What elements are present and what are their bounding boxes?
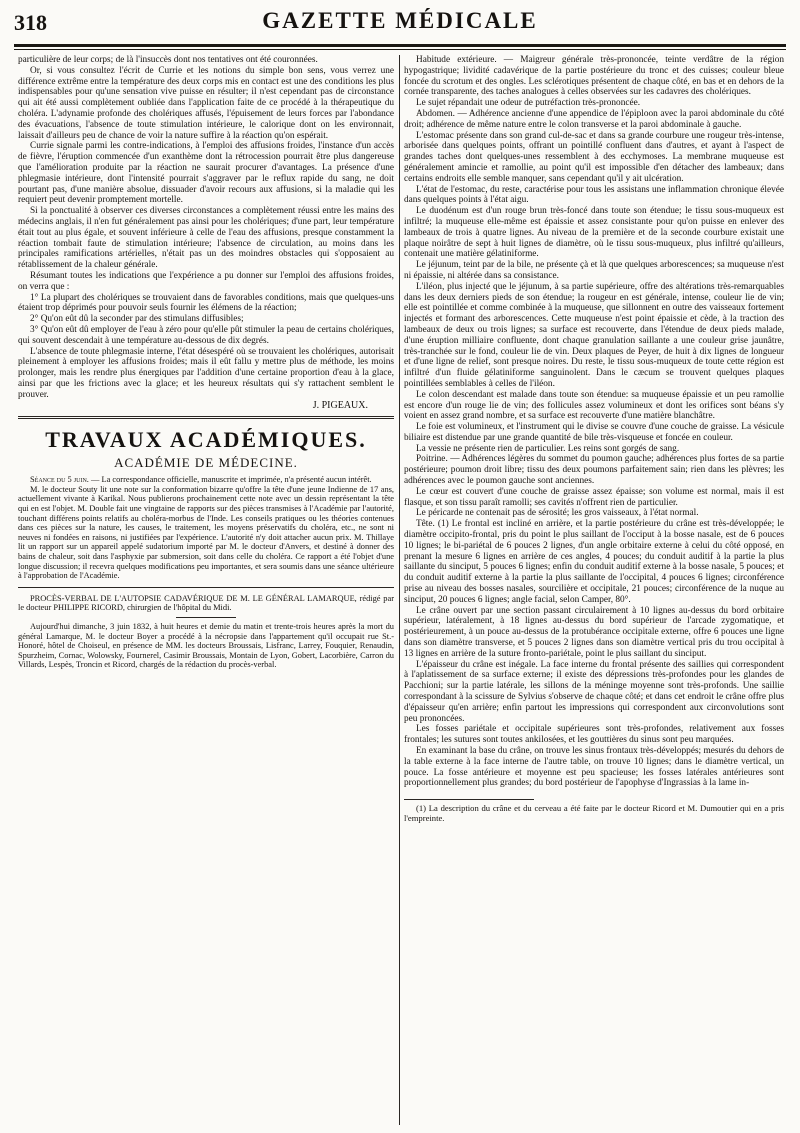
section-subtitle: ACADÉMIE DE MÉDECINE. — [114, 455, 298, 471]
page-header — [12, 0, 788, 40]
footnote-rule — [404, 799, 534, 800]
left-paragraph: 3° Qu'on eût dû employer de l'eau à zéro pour qu'elle pût stimuler la peau de certains cholériques, qui souvent descendait à une température au-dessous de dix degrés. — [18, 324, 394, 346]
proces-verbal-title: PROCÈS-VERBAL DE L'AUTOPSIE CADAVÉRIQUE DE M. LE GÉNÉRAL LAMARQUE, rédigé par le docteur PHILIPPE RICORD, chirurgien de l'hôpital du Midi. — [18, 593, 394, 613]
proces-verbal-paragraph: Aujourd'hui dimanche, 3 juin 1832, à huit heures et demie du matin et trente-trois heures après la mort du général Lamarque, M. le docteur Boyer a procédé à la nécropsie dans l'appartement qu'il occupait rue St.-Honoré, hôtel de Choiseul, en présence de MM. les docteurs Broussais, Lisfranc, Larrey, Fouquier, Renaudin, Spurzheim, Cornac, Wolowsky, Fournerel, Casimir Broussais, Montain de Lyon, Gobert, Lacorbière, Carron du Villards, Lespès, Troncin et Ricord, chargés de la rédaction du procès-verbal. — [18, 622, 394, 670]
right-paragraph: Le cœur est couvert d'une couche de graisse assez épaisse; son volume est normal, mais il est flasque, et son tissu paraît ramolli; ses cavités n'offrent rien de particulier. — [404, 486, 784, 508]
header-rule-thin — [14, 49, 786, 50]
left-paragraph: 2° Qu'on eût dû la seconder par des stimulans diffusibles; — [30, 314, 244, 325]
section-divider — [18, 416, 394, 419]
right-paragraph: L'état de l'estomac, du reste, caractérise pour tous les assistans une inflammation chronique élevée dans quelques points à l'état aigu. — [404, 184, 784, 206]
author-signature: J. PIGEAUX. — [312, 399, 368, 411]
right-paragraph: Le sujet répandait une odeur de putréfaction très-prononcée. — [416, 98, 641, 109]
column-rule — [399, 55, 400, 1125]
right-paragraph: L'iléon, plus injecté que le jéjunum, à sa partie supérieure, offre des altérations très-remarquables dans les deux derniers pieds de son étendue; la rougeur en est générale, intense, couleur lie de vin; elle est pointillée et comme combinée à la muqueuse, que sillonnent en outre des vaisseaux fortement injectés et formant des arborescences. Cette muqueuse n'est point épaissie et cède, à la traction des lambeaux de deux ou trois lignes; sa surface est recouverte, dans l'étendue de deux pieds malade, d'une éruption milliaire confluente, dont chaque granulation saillante a une couleur grise jaunâtre, très-tranchée sur le fond, couleur lie de vin. Deux plaques de Peyer, de huit à dix lignes de longueur et d'une ligne de relief, sont presque noires. Du reste, le tissu sous-muqueux de toute cette région est infiltré d'un fluide gélatiniforme sanguinolent. Dans le cæcum se trouvent quelques plaques pointillées semblables à celles de l'iléon. — [404, 281, 784, 389]
left-column — [18, 55, 394, 1125]
right-paragraph: Le colon descendant est malade dans toute son étendue: sa muqueuse épaissie et un peu ramollie est encore d'un rouge lie de vin; des follicules assez volumineux et dont les orifices sont béans s'y voient en assez grand nombre, et sa surface est recouverte d'une matière blanchâtre. — [404, 389, 784, 422]
right-paragraph: En examinant la base du crâne, on trouve les sinus frontaux très-développés; mesurés du dehors de la table externe à la face interne de l'autre table, on trouve 10 lignes; dans le diamètre vertical, un pouce. La fosse antérieure et moyenne est peu spacieuse; les fosses latérales antérieures sont proportionnellement plus grandes; du bord postérieur de l'apophyse d'Ingrassias à la lame in- — [404, 746, 784, 789]
right-paragraph: Abdomen. — Adhérence ancienne d'une appendice de l'épiploon avec la paroi abdominale du côté droit; adhérence de même nature entre le colon transverse et la paroi abdominale à gauche. — [404, 108, 784, 130]
page-number: 318 — [14, 10, 47, 35]
article-divider — [18, 587, 394, 588]
right-column — [404, 55, 784, 1130]
journal-title: GAZETTE MÉDICALE — [262, 8, 538, 33]
right-paragraph: Le crâne ouvert par une section passant circulairement à 10 lignes au-dessus du bord orbitaire supérieur, latéralement, à 18 lignes au-dessus du bord supérieur de l'arcade zygomatique, et postérieurement, à un pouce au-dessus de la protubérance occipitale externe, offre 6 pouces une ligne dans son diamètre transverse, et 5 pouces 2 lignes dans son diamètre vertical pris du trou occipital à 13 lignes en arrière de la suture fronto-pariétale, point le plus saillant du sinciput. — [404, 605, 784, 659]
footnote: (1) La description du crâne et du cerveau a été faite par le docteur Ricord et M. Dumoutier qui en a pris l'empreinte. — [404, 803, 784, 824]
title-divider — [176, 617, 236, 618]
seance-intro — [18, 475, 394, 485]
left-paragraph: Résumant toutes les indications que l'expérience a pu donner sur l'emploi des affusions froides, on verra que : — [18, 270, 394, 292]
seance-text: — La correspondance officielle, manuscrite et imprimée, n'a présenté aucun intérêt. — [90, 475, 372, 485]
header-rule-thick — [14, 44, 786, 47]
right-paragraph: La vessie ne présente rien de particulier. Les reins sont gorgés de sang. — [416, 443, 680, 454]
right-paragraph: L'estomac présente dans son grand cul-de-sac et dans sa grande courbure une rougeur très-intense, arborisée dans quelques points, offrant un pointillé confluent dans d'autres, et ayant à l'aspect de grandes taches dont quelques-unes ressemblent à des ecchymoses. La membrane muqueuse est généralement amincie et ramollie, au point qu'il est impossible d'en détacher des lambeaux; dans certains endroits elle semble manquer, sans cependant qu'il y ait ulcération. — [404, 130, 784, 184]
right-paragraph: Le duodénum est d'un rouge brun très-foncé dans toute son étendue; le tissu sous-muqueux est infiltré; la muqueuse elle-même est épaissie et assez consistante pour qu'on puisse en enlever des lambeaux de trois à quatre lignes. Au niveau de la première et de la seconde courbure existait une plaque noirâtre de sept à huit lignes de diamètre, où le tissu sous-muqueux, plus infiltré qu'ailleurs, contenait une matière gélatiniforme. — [404, 206, 784, 260]
left-paragraph: 1° La plupart des cholériques se trouvaient dans de favorables conditions, mais que quelques-uns étaient trop déprimés pour pouvoir seuls fournir les élémens de la réaction; — [18, 292, 394, 314]
right-paragraph: Habitude extérieure. — Maigreur générale très-prononcée, teinte verdâtre de la région hypogastrique; lividité cadavérique de la partie postérieure du tronc et des cuisses; couleur bleue foncée du scrotum et des ongles. Les sclérotiques présentent de chaque côté, en bas et en dehors de la cornée transparente, des taches analogues à celles observées sur les cadavres des cholériques. — [404, 55, 784, 98]
left-paragraph: Currie signale parmi les contre-indications, à l'emploi des affusions froides, l'instance d'un accès de fièvre, l'éruption commencée d'un exanthème dont la rétrocession pourrait être plus dangereuse que l'amélioration produite par la réaction ne saurait procurer d'avantages. La présence d'une phlegmasie intérieure, dont l'intensité pourrait s'aggraver par le reflux rapide du sang, ne doit pourtant pas, d'une manière absolue, dissuader d'avoir recours aux affusions, si la maladie qui les requiert peut devenir promptement mortelle. — [18, 141, 394, 206]
section-title: TRAVAUX ACADÉMIQUES. — [45, 427, 367, 453]
seance-paragraph: M. le docteur Souty lit une note sur la conformation bizarre qu'offre la tête d'une jeune Indienne de 17 ans, actuellement vivante à Karikal. Nous publierons prochainement cette note avec un dessin représentant la tête qui en est l'objet. M. Double fait une vingtaine de rapports sur des pièces transmises à l'Académie par l'autorité, touchant différens points relatifs au choléra-morbus de l'Inde. Les conseils pratiques ou les théories contenues dans ces pièces sur la nature, les causes, le traitement, les moyens préservatifs du choléra, etc., ne sont ni neuves ni fondées en raisons, ni justifiées par l'expérience. L'autorité n'y doit attacher aucun prix. M. Thillaye lit un rapport sur un appareil appelé sudatorium importé par M. le docteur d'Anvers, et destiné à donner des bains de chaleur, soit dans l'asphyxie par submersion, soit dans celle du choléra. Ce rapport a été l'objet d'une longue discussion; il recevra quelques modifications peu importantes, et sera soumis dans une séance ultérieure à l'approbation de l'Académie. — [18, 484, 394, 581]
right-paragraph: Le péricarde ne contenait pas de sérosité; les gros vaisseaux, à l'état normal. — [416, 508, 699, 519]
right-paragraph: L'épaisseur du crâne est inégale. La face interne du frontal présente des saillies qui correspondent à l'aplatissement de sa surface externe; il existe des dépressions très-profondes pour les glandes de Pacchioni; sur la partie latérale, les sillons de la méninge moyenne sont très-profonds. Une saillie correspondant à la scissure de Sylvius s'observe de chaque côté; et dans cet endroit le crâne offre plus d'épaisseur qu'en arrière; enfin partout les impressions qui correspondent aux circonvolutions sont peu prononcées. — [404, 659, 784, 724]
right-paragraph: Les fosses pariétale et occipitale supérieures sont très-profondes, relativement aux fosses frontales; les sutures sont toutes ankilosées, et les gouttières du sinus sont peu marquées. — [404, 724, 784, 746]
left-paragraph: Or, si vous consultez l'écrit de Currie et les notions du simple bon sens, vous verrez une différence extrême entre la température des deux corps mis en contact est une des conditions les plus indispensables pour qu'une sensation vive puisse en résulter; il n'est cependant pas de circonstance qui ait été aussi complètement oubliée dans l'application faite de ce procédé à la thérapeutique du choléra. L'adynamie profonde des cholériques affusés, l'épuisement de leurs forces par l'abondance des évacuations, l'absence de toute stimulation intérieure, le calorique dont on les environnait, laissait d'ailleurs peu de chance de voir la nature suffire à la réaction qu'on espérait. — [18, 65, 394, 141]
left-paragraph: Si la ponctualité à observer ces diverses circonstances a complètement réussi entre les mains des médecins anglais, il n'en fut généralement pas ainsi pour les cholériques; d'une part, leur température était tout au plus égale, et souvent inférieure à celle de l'eau des affusions, presque constamment la réaction tombait faute de stimulation intérieure; l'absence de circulation, au moins dans les principales ramifications artérielles, n'était pas un des moindres obstacles qui s'opposaient au rétablissement de la chaleur générale. — [18, 206, 394, 271]
left-paragraph: particulière de leur corps; de là l'insuccès dont nos tentatives ont été couronnées. — [18, 55, 318, 65]
left-paragraph: L'absence de toute phlegmasie interne, l'état désespéré où se trouvaient les cholériques, autorisait pleinement à employer les affusions froides; mais il eût fallu y mettre plus de méthode, les moins prolonger, mais les rendre plus énergiques par l'addition d'une certaine proportion d'eau à la glace, ainsi par que les frictions avec la glace; et les heureux résultats qui s'y rattachent semblent le prouver. — [18, 346, 394, 400]
seance-lead: Séance du 5 juin. — [30, 475, 89, 485]
right-paragraph: Le foie est volumineux, et l'instrument qui le divise se couvre d'une couche de graisse. La vésicule biliaire est distendue par une grande quantité de bile très-visqueuse et foncée en couleur. — [404, 422, 784, 443]
right-paragraph: Poitrine. — Adhérences légères du sommet du poumon gauche; adhérences plus fortes de sa partie postérieure; poumon droit libre; tissu des deux poumons parfaitement sain; rien dans les plèvres; les adhérences avec le poumon gauche sont anciennes. — [404, 454, 784, 487]
right-paragraph: Le jéjunum, teint par de la bile, ne présente çà et là que quelques arborescences; sa muqueuse n'est ni épaissie, ni altérée dans sa consistance. — [404, 260, 784, 281]
right-paragraph: Tête. (1) Le frontal est incliné en arrière, et la partie postérieure du crâne est très-développée; le diamètre occipito-frontal, pris du point le plus saillant de l'occiput à la bosse nasale, est de 6 pouces 10 lignes; le bi-pariétal de 6 pouces 2 lignes, d'un angle orbitaire externe à celui du côté opposé, en prenant la mesure 6 lignes en arrière de ces angles, 4 pouces; du conduit auditif à la partie la plus saillante du sinciput, 5 pouces 6 lignes; enfin du conduit auditif externe à la bosse nasale, 5 pouces; et du conduit auditif externe à la partie la plus saillante de l'occipital, 4 pouces 6 lignes; circonférence prise au niveau des bosses nasales, sourcilière et occipitale, 21 pouces; circonférence de la nuque au sinciput, 20 pouces 6 lignes; angle facial, selon Camper, 80°. — [404, 519, 784, 605]
